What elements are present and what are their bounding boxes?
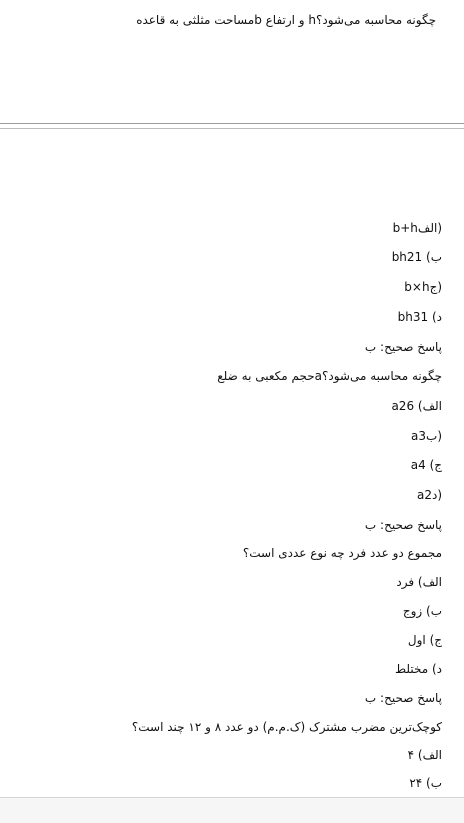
- question-1-option-c: b×hج): [404, 280, 442, 294]
- question-2-option-b: a3ب): [411, 429, 442, 443]
- question-4-text: کوچک‌ترین مضرب مشترک (ک.م.م) دو عدد ۸ و ۱۲ چند است؟: [131, 720, 442, 734]
- question-3-text: مجموع دو عدد فرد چه نوع عددی است؟: [242, 546, 442, 560]
- question-2-option-d: a2د): [416, 488, 442, 502]
- question-3-option-b: ب) زوج: [402, 604, 442, 618]
- footer-area: [0, 798, 464, 823]
- question-2-option-c: aج) 4: [410, 458, 442, 472]
- question-3-option-c: ج) اول: [407, 633, 442, 647]
- question-3-option-a: الف) فرد: [396, 575, 442, 589]
- question-2-text: چگونه محاسبه می‌شود؟aحجم مکعبی به ضلع: [217, 369, 442, 383]
- question-2-option-a: a2الف) 6: [391, 399, 442, 413]
- divider: [0, 123, 464, 124]
- page-title: چگونه محاسبه می‌شود؟h و ارتفاع bمساحت مثلثی به قاعده: [136, 13, 436, 27]
- question-2-answer: پاسخ صحیح: ب: [364, 518, 442, 532]
- question-3-option-d: د) مختلط: [395, 662, 442, 676]
- question-1-answer: پاسخ صحیح: ب: [364, 340, 442, 354]
- question-1-option-a: b+hالف): [392, 221, 442, 235]
- question-1-option-b: bhب) 21: [391, 250, 442, 264]
- divider: [0, 128, 464, 129]
- question-3-answer: پاسخ صحیح: ب: [364, 691, 442, 705]
- question-1-option-d: bhد) 31: [397, 310, 442, 324]
- question-4-option-b: ب) ۲۴: [409, 776, 442, 790]
- question-4-option-a: الف) ۴: [407, 748, 442, 762]
